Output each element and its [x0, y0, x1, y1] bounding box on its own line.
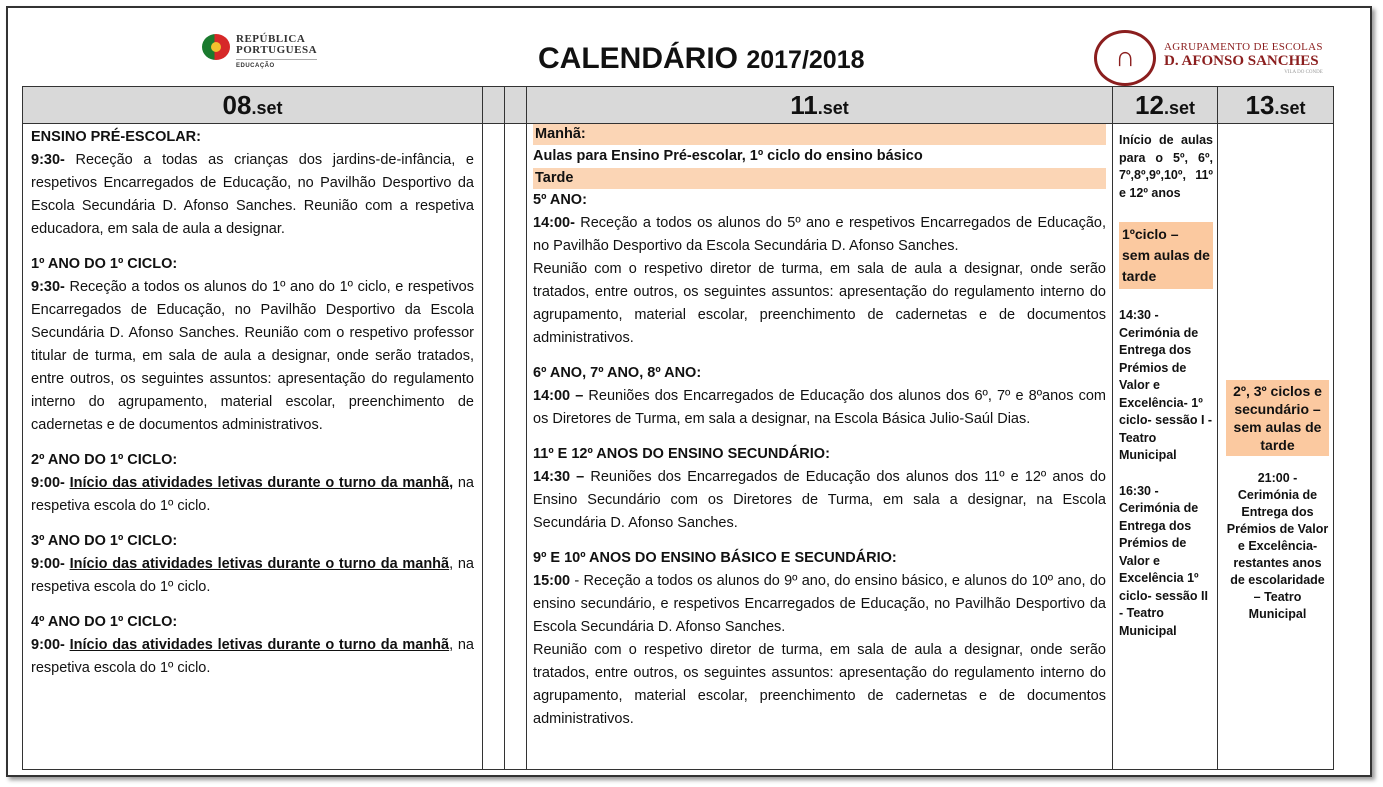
section-9-10-anos [533, 547, 1106, 731]
section-title: 5º ANO: [533, 192, 587, 208]
day-cell-11 [527, 124, 1113, 770]
section-title: 9º E 10º ANOS DO ENSINO BÁSICO E SECUNDÁRIO: [533, 550, 897, 566]
section-text: na respetiva escola do 1º ciclo. [31, 475, 474, 514]
section-text: Reuniões dos Encarregados de Educação dos alunos dos 6º, 7º e 8ºanos com os Diretores de Turma, em sala a designar, na Escola Básica Julio-Saúl Dias. [533, 388, 1106, 427]
section-text: Reuniões dos Encarregados de Educação dos alunos dos 11º e 12º anos do Ensino Secundário com os Diretores de Turma, em sala a designar, na Escola Secundária D. Afonso Sanches. [533, 469, 1106, 531]
highlight-text: Início das atividades letivas durante o turno da manhã [69, 637, 450, 653]
no-afternoon-note: 1ºciclo – sem aulas de tarde [1119, 222, 1213, 289]
time: 15:00 [533, 573, 571, 589]
section-text: Receção a todas as crianças dos jardins-de-infância, e respetivos Encarregados de Educação, no Pavilhão Desportivo da Escola Secundária D. Afonso Sanches. Reunião com a respetiva educadora, em sala de aula a designar. [31, 152, 474, 237]
section-text: Reunião com o respetivo diretor de turma, em sala de aula a designar, onde serão tratados, entre outros, os seguintes assuntos: apresentação do regulamento interno do agrupamento, material escolar, preenchimento de cadernetas e de documentos administrativos. [533, 261, 1106, 346]
section-title: 2º ANO DO 1º CICLO: [31, 452, 178, 468]
day-header-11: 11.set [527, 87, 1113, 124]
header-row [23, 87, 1334, 124]
day-cell-08 [23, 124, 483, 770]
spacer-cell-b [505, 124, 527, 770]
calendar-table [22, 86, 1334, 770]
section-text: Receção a todos os alunos do 5º ano e respetivos Encarregados de Educação, no Pavilhão Desportivo da Escola Secundária D. Afonso Sanches. [533, 215, 1106, 254]
highlight-text: Início das atividades letivas durante o turno da manhã, [69, 475, 454, 491]
section-5-ano [533, 189, 1106, 350]
time: 9:00- [31, 637, 65, 653]
section-4-ano [31, 611, 474, 680]
section-title: 3º ANO DO 1º CICLO: [31, 533, 178, 549]
section-text: Receção a todos os alunos do 1º ano do 1º ciclo, e respetivos Encarregados de Educação, no Pavilhão Desportivo da Escola Secundária D. Afonso Sanches. Reunião com o respetivo professor titular de turma, em sala de aula a designar, onde serão tratados, entre outros, os seguintes assuntos: apresentação do regulamento interno do agrupamento, material escolar, preenchimento de cadernetas e de documentos administrativos. [31, 279, 474, 433]
rep-line3: EDUCAÇÃO [236, 59, 317, 70]
day-header-08: 08.set [23, 87, 483, 124]
morning-label: Manhã: [533, 124, 1106, 145]
title-main: CALENDÁRIO [538, 42, 738, 75]
rep-line1: REPÚBLICA [236, 33, 306, 45]
spacer-cell-a [483, 124, 505, 770]
section-text: - Receção a todos os alunos do 9º ano, do ensino básico, e alunos do 10º ano, do ensino secundário, e respetivos Encarregados de Educação, no Pavilhão Desportivo da Escola Secundária D. Afonso Sanches. [533, 573, 1106, 635]
section-pre-escolar [31, 126, 474, 241]
ceremony-final: 21:00 - Cerimónia de Entrega dos Prémios de Valor e Excelência- restantes anos de escolaridade – Teatro Municipal [1226, 471, 1329, 621]
section-title: 11º E 12º ANOS DO ENSINO SECUNDÁRIO: [533, 446, 830, 462]
time: 14:00- [533, 215, 575, 231]
time: 9:00- [31, 556, 65, 572]
ag-line3: VILA DO CONDE [1284, 70, 1323, 75]
day-header-12: 12.set [1113, 87, 1218, 124]
header [8, 8, 1370, 96]
time: 9:30- [31, 152, 65, 168]
page-title [538, 42, 865, 76]
day-cell-13 [1218, 124, 1334, 770]
section-6-7-8-ano [533, 362, 1106, 431]
highlight-text: Início das atividades letivas durante o turno da manhã [69, 556, 450, 572]
section-1-ano [31, 253, 474, 437]
ag-line2: D. AFONSO SANCHES [1164, 53, 1319, 69]
section-title: ENSINO PRÉ-ESCOLAR: [31, 129, 201, 145]
section-title: 4º ANO DO 1º CICLO: [31, 614, 178, 630]
ceremony-session-2: 16:30 - Cerimónia de Entrega dos Prémios de Valor e Excelência 1º ciclo- sessão II - Teatro Municipal [1119, 483, 1208, 638]
section-text: , na respetiva escola do 1º ciclo. [31, 556, 474, 595]
title-year: 2017/2018 [746, 46, 865, 74]
spacer-header-b [505, 87, 527, 124]
section-text: , na respetiva escola do 1º ciclo. [31, 637, 474, 676]
section-title: 1º ANO DO 1º CICLO: [31, 256, 178, 272]
portugal-flag-icon [202, 34, 230, 60]
spacer-header-a [483, 87, 505, 124]
no-afternoon-note-13: 2º, 3º ciclos e secundário – sem aulas de tarde [1226, 380, 1329, 456]
day-header-13: 13.set [1218, 87, 1334, 124]
classes-start-note: Início de aulas para o 5º, 6º, 7º,8º,9º,10º, 11º e 12º anos [1119, 133, 1213, 200]
section-text: Reunião com o respetivo diretor de turma, em sala de aula a designar, onde serão tratados, entre outros, os seguintes assuntos: apresentação do regulamento interno do agrupamento, material escolar, preenchimento de cadernetas e de documentos administrativos. [533, 642, 1106, 727]
section-title: 6º ANO, 7º ANO, 8º ANO: [533, 365, 702, 381]
section-11-12-anos [533, 443, 1106, 535]
time: 14:30 – [533, 469, 585, 485]
agrupamento-emblem-icon: ∩ [1094, 30, 1156, 86]
time: 9:00- [31, 475, 65, 491]
ag-line1: AGRUPAMENTO DE ESCOLAS [1164, 41, 1323, 53]
time: 9:30- [31, 279, 65, 295]
section-3-ano [31, 530, 474, 599]
afternoon-label: Tarde [533, 168, 1106, 189]
agrupamento-logo [1094, 30, 1323, 86]
section-2-ano [31, 449, 474, 518]
content-row [23, 124, 1334, 770]
rep-line2: PORTUGUESA [236, 44, 318, 56]
morning-text: Aulas para Ensino Pré-escolar, 1º ciclo do ensino básico [533, 148, 923, 164]
time: 14:00 – [533, 388, 584, 404]
day-cell-12 [1113, 124, 1218, 770]
republica-portuguesa-logo [202, 34, 317, 70]
ceremony-session-1: 14:30 - Cerimónia de Entrega dos Prémios de Valor e Excelência- 1º ciclo- sessão I - Teatro Municipal [1119, 308, 1213, 462]
